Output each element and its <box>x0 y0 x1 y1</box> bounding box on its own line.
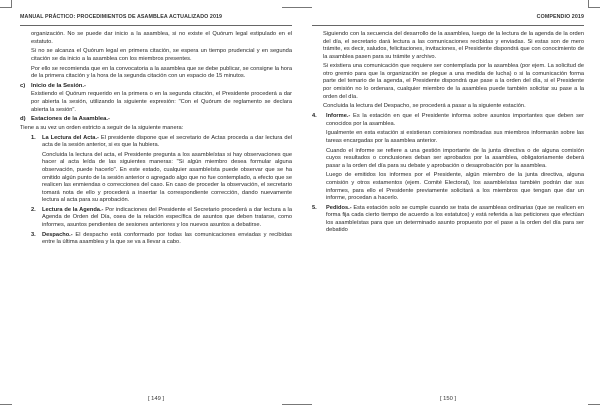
item-title: Informe.- <box>326 113 351 120</box>
paragraph: Concluida la lectura del acta, el Presidente pregunta a los asambleístas si hay observaciones que hacer al acta leída de las siguientes maneras: "Si algún miembro desea formular alguna observación, puede hacerlo". En este estado, cualquier asambleísta puede observar que se ha omitido algún punto de la sesión anterior o agregado algo que no fue contemplado, a efecto que se realicen las enmiendas o correcciones del caso. En caso de proceder la observación, el secretario tomará nota de ello y procederá a insertar la correspondiente corrección, dando nuevamente lectura al acta para su aprobación. <box>42 151 292 204</box>
paragraph: Siguiendo con la secuencia del desarrollo de la asamblea, luego de la lectura de la agenda de la orden del día, el secretario dará lectura a las comunicaciones recibidas y enviadas. Si estas son de mero trámite, es decir, saludos, felicitaciones, invitaciones, el Presidente dispondrá que con conocimiento de la asamblea pasen para su trámite y archivo. <box>323 31 584 60</box>
paragraph: Cuando el informe se refiere a una gestión importante de la junta directiva o de alguna comisión cuyos resultados o conclusiones deban ser aprobados por la asamblea, obligatoriamente deberá pasar a la orden del día para su debate y aprobación o desaprobación por la asamblea. <box>326 147 584 169</box>
section-title: Estaciones de la Asamblea.- <box>31 116 111 123</box>
item-number: 2. <box>31 206 36 213</box>
paragraph: Por ello se recomienda que en la convocatoria a la asamblea que se debe publicar, se consigne la hora de la primera citación y la hora de la segunda citación con un espacio de 15 minutos. <box>31 65 292 80</box>
crop-mark <box>0 404 12 405</box>
list-item <box>31 231 292 247</box>
list-item <box>31 206 292 230</box>
paragraph: Si existiera una comunicación que requiere ser contemplada por la asamblea (por ejem. La solicitud de otro gremio para que la organización se plegue a una medida de lucha) o si la comunicación forma parte del temario de la agenda, el Presidente dispondrá que pase a la orden del día, si el Presidente por omisión no lo ordenara, cualquier miembro de la asamblea puede también solicitar su pase a la orden del día. <box>323 63 584 100</box>
paragraph: Luego de emitidos los informes por el Presidente, algún miembro de la junta directiva, alguna comisión y otros estamentos (ejem. Comité Electoral), los asambleístas también podrán dar sus informes, para ello el Presidente previamente solicitará a los miembros que tengan que dar un informe, procedan a hacerlo. <box>326 172 584 202</box>
list-item <box>31 134 292 205</box>
item-number: 3. <box>31 231 36 238</box>
section-label: c) <box>20 82 26 89</box>
paragraph: Tiene a su vez un orden estricto a seguir de la siguiente manera: <box>20 124 184 131</box>
item-title: Despacho.- <box>42 231 73 238</box>
item-title: La Lectura del Acta.- <box>42 134 99 141</box>
paragraph: Existiendo el Quórum requerido en la primera o en la segunda citación, el Presidente procederá a dar por abierta la sesión, utilizando la siguiente expresión: "Con el Quórum de reglamento se declara abierta la sesión". <box>31 91 292 113</box>
crop-mark <box>588 7 600 8</box>
item-text: Por indicaciones del Presidente el Secretario procederá a dar lectura a la Agenda de Orden del Día, osea de la relación específica de asuntos que deben tratarse, como informes, asuntos pendientes de sesiones anteriores y los nuevos asuntos a debatirse. <box>42 206 292 228</box>
page-149 <box>20 14 292 402</box>
section-title: Inicio de la Sesión.- <box>31 82 86 89</box>
item-text: El despacho está conformado por todas las comunicaciones enviadas y recibidas entre la última asamblea y la que se va a llevar a cabo. <box>42 231 292 246</box>
paragraph: Si no se alcanza el Quórum legal en primera citación, se espera un tiempo prudencial y en segunda citación se da inicio a la asamblea con los miembros presentes. <box>31 48 292 62</box>
paragraph: Concluida la lectura del Despacho, se procederá a pasar a la siguiente estación. <box>323 103 526 110</box>
item-number: 5. <box>312 204 317 211</box>
page-number: [ 150 ] <box>439 396 457 402</box>
crop-mark <box>588 0 589 7</box>
section-label: d) <box>20 116 26 123</box>
page-body <box>20 31 292 249</box>
paragraph: Igualmente en esta estación si existieran comisiones nombradas sus miembros informarán sobre las tareas encargadas por la asamblea anterior. <box>326 130 584 144</box>
item-number: 4. <box>312 113 317 120</box>
running-head: MANUAL PRÁCTICO: PROCEDIMIENTOS DE ASAMBLEA ACTUALIZADO 2019 <box>20 14 292 26</box>
section-heading-c <box>20 83 292 91</box>
item-title: Lectura de la Agenda.- <box>42 206 104 213</box>
list-item <box>312 113 584 203</box>
item-text: Es la estación en que el Presidente informa sobre asuntos importantes que deben ser conocidos por la asamblea. <box>326 113 584 127</box>
crop-mark <box>588 404 600 405</box>
crop-mark <box>282 404 312 405</box>
crop-mark <box>282 7 312 8</box>
item-text: El presidente dispone que el secretario de Actas proceda a dar lectura del acta de la sesión anterior, si es que la hubiera. <box>42 134 292 149</box>
item-text: Esta estación solo se cumple cuando se trata de asambleas ordinarias (que se realicen en forma fija cada cierto tiempo de acuerdo a los estatutos) y está referida a las peticiones que efectúan los asambleístas para que un determinado asunto propuesto por el pase a la orden del día para ser debatido <box>326 204 584 234</box>
section-heading-d <box>20 116 292 124</box>
crop-mark <box>0 7 12 8</box>
list-item <box>312 204 584 235</box>
item-number: 1. <box>31 134 36 141</box>
page-number: [ 149 ] <box>147 396 165 402</box>
crop-mark <box>11 0 12 7</box>
item-title: Pedidos.- <box>326 204 352 211</box>
page-150 <box>312 14 584 402</box>
running-head: COMPENDIO 2019 <box>312 14 584 26</box>
page-body <box>312 31 584 237</box>
paragraph: organización. No se puede dar inicio a la asamblea, si no existe el Quórum legal estipulado en el estatuto. <box>31 31 292 45</box>
